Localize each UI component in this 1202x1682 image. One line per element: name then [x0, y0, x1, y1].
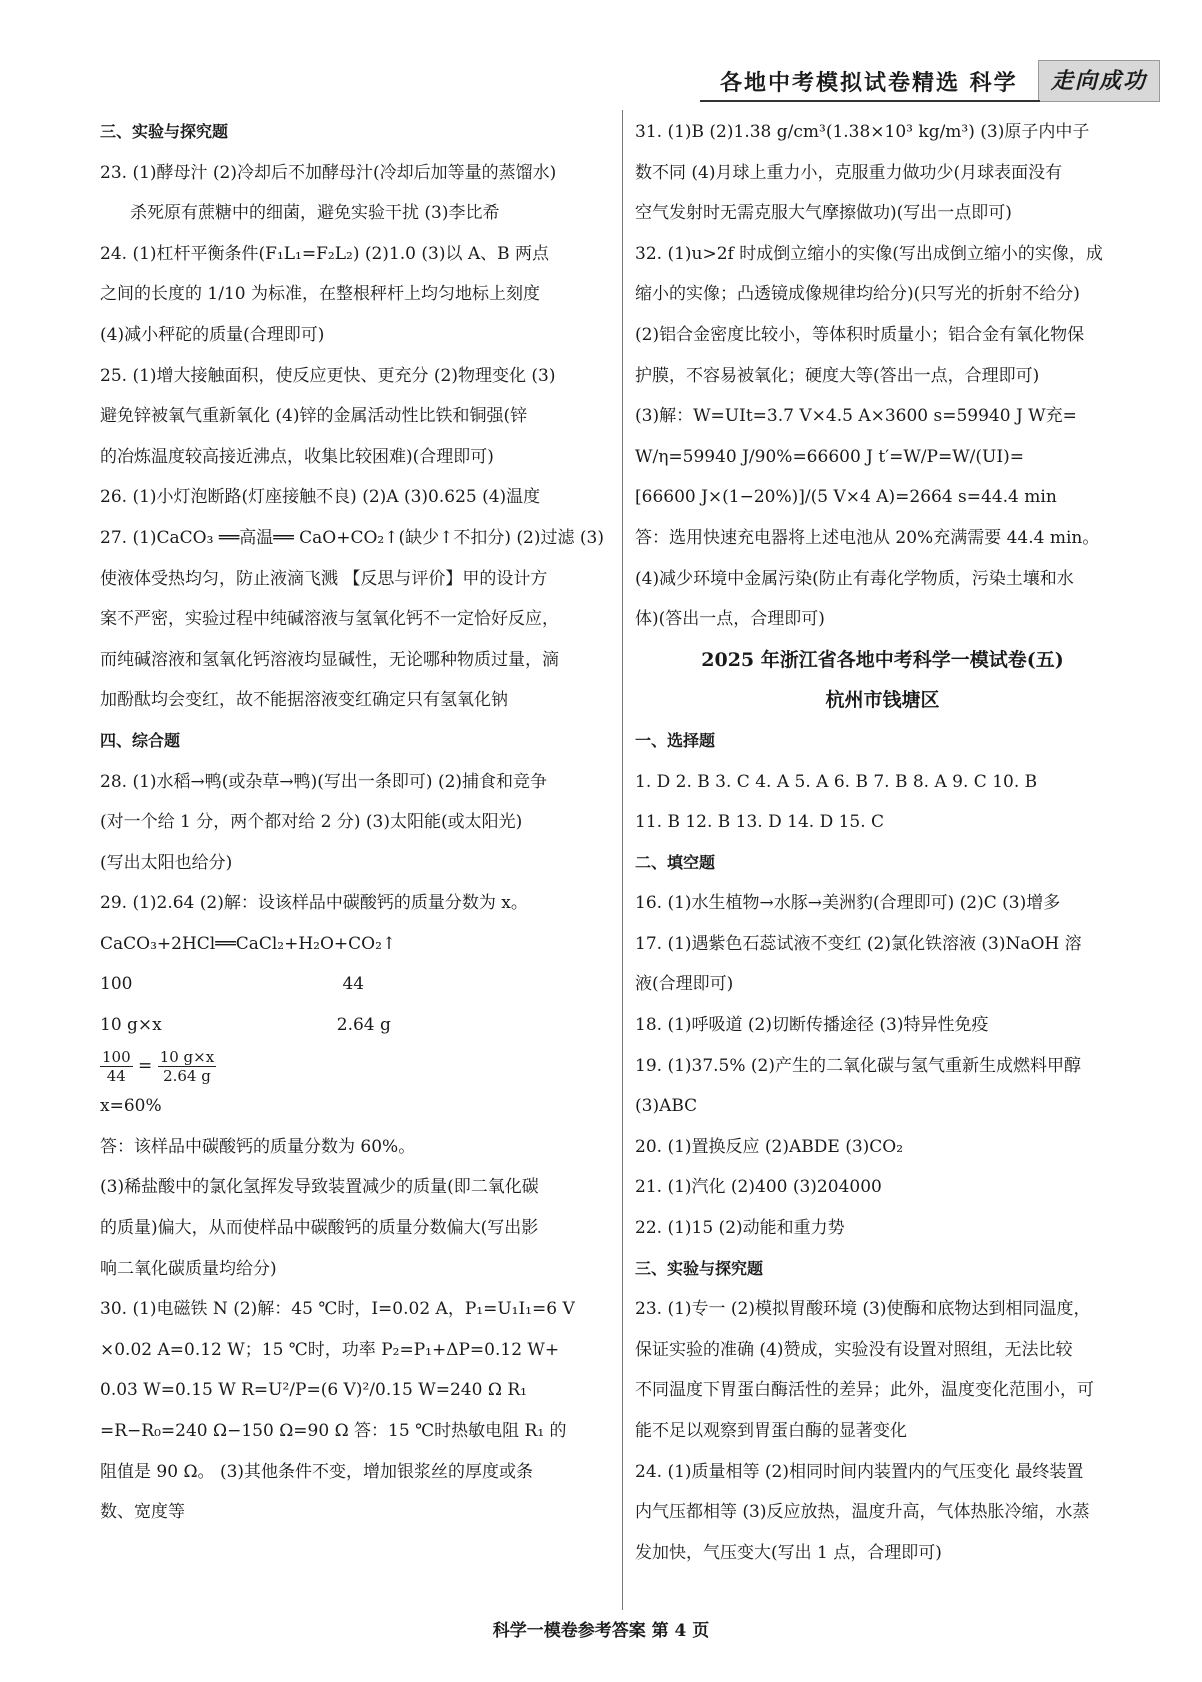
answer-line: 答：选用快速充电器将上述电池从 20%充满需要 44.4 min。 [635, 527, 1100, 548]
fraction: $\frac{10 g\times x}{2.64 g}$ [159, 1047, 215, 1085]
answer-line: 16. (1)水生植物→水豚→美洲豹(合理即可) (2)C (3)增多 [635, 893, 1061, 914]
section-heading: 一、选择题 [635, 730, 716, 750]
answer-line: 28. (1)水稻→鸭(或杂草→鸭)(写出一条即可) (2)捕食和竞争 [100, 771, 548, 792]
column-divider [622, 110, 623, 1610]
answer-line: 内气压都相等 (3)反应放热，温度升高，气体热胀冷缩，水蒸 [635, 1502, 1090, 1523]
fraction: $\frac{100}{44}$ [102, 1047, 131, 1085]
answer-line: 20. (1)置换反应 (2)ABDE (3)CO₂ [635, 1136, 904, 1157]
equation-masses-row [100, 964, 610, 1005]
header-rule [700, 100, 1040, 102]
answer-line: 缩小的实像；凸透镜成像规律均给分)(只写光的折射不给分) [635, 284, 1080, 305]
answer-line: 空气发射时无需克服大气摩擦做功)(写出一点即可) [635, 203, 1012, 224]
answer-line: 32. (1)u>2f 时成倒立缩小的实像(写出成倒立缩小的实像，成 [635, 243, 1103, 264]
answer-line: 29. (1)2.64 (2)解：设该样品中碳酸钙的质量分数为 x。 [100, 893, 528, 914]
answer-line: 的质量)偏大，从而使样品中碳酸钙的质量分数偏大(写出影 [100, 1218, 539, 1239]
answer-line: 27. (1)CaCO₃ ══高温══ CaO+CO₂↑(缺少↑不扣分) (2)过滤 (3) [100, 527, 604, 548]
answer-line: 能不足以观察到胃蛋白酶的显著变化 [635, 1421, 907, 1441]
brand-logo: 走向成功 [1038, 60, 1160, 102]
answer-line: (4)减少环境中金属污染(防止有毒化学物质，污染土壤和水 [635, 568, 1074, 589]
answer-line: x=60% [100, 1096, 162, 1117]
answer-line: 30. (1)电磁铁 N (2)解：45 ℃时，I=0.02 A，P₁=U₁I₁=6 V [100, 1299, 575, 1320]
chemical-equation: CaCO₃+2HCl══CaCl₂+H₂O+CO₂↑ [100, 933, 397, 954]
left-column [100, 112, 610, 1533]
answer-line: [66600 J×(1−20%)]/(5 V×4 A)=2664 s=44.4 min [635, 487, 1057, 508]
answer-line: 体)(答出一点，合理即可) [635, 609, 825, 630]
answer-line: 案不严密，实验过程中纯碱溶液与氢氧化钙不一定恰好反应， [100, 609, 559, 630]
exam-region: 杭州市钱塘区 [825, 689, 940, 712]
mass-value: 44 [342, 974, 365, 995]
exam-title: 2025 年浙江省各地中考科学一模试卷(五) [701, 648, 1064, 671]
answer-line: ×0.02 A=0.12 W；15 ℃时，功率 P₂=P₁+ΔP=0.12 W+ [100, 1339, 560, 1360]
answer-line: 24. (1)质量相等 (2)相同时间内装置内的气压变化 最终装置 [635, 1461, 1084, 1482]
unknown-value: 2.64 g [336, 1015, 391, 1036]
answer-line: 液(合理即可) [635, 974, 734, 995]
equation-unknowns-row [100, 1005, 610, 1046]
answer-line: (写出太阳也给分) [100, 852, 233, 873]
answer-line: 保证实验的准确 (4)赞成，实验没有设置对照组，无法比较 [635, 1339, 1073, 1360]
unknown-value: 10 g×x [100, 1015, 162, 1036]
answer-line: 18. (1)呼吸道 (2)切断传播途径 (3)特异性免疫 [635, 1015, 989, 1036]
answer-line: =R−R₀=240 Ω−150 Ω=90 Ω 答：15 ℃时热敏电阻 R₁ 的 [100, 1421, 567, 1441]
answer-line: 26. (1)小灯泡断路(灯座接触不良) (2)A (3)0.625 (4)温度 [100, 487, 541, 508]
answer-line: 之间的长度的 1/10 为标准，在整根秤杆上均匀地标上刻度 [100, 284, 540, 305]
answer-line: 19. (1)37.5% (2)产生的二氧化碳与氢气重新生成燃料甲醇 [635, 1055, 1082, 1076]
mass-value: 100 [100, 974, 133, 995]
answer-line: 使液体受热均匀，防止液滴飞溅 【反思与评价】甲的设计方 [100, 568, 548, 589]
header-title: 各地中考模拟试卷精选 科学 [720, 70, 1018, 96]
answer-line: (3)ABC [635, 1096, 698, 1117]
answer-line: 25. (1)增大接触面积，使反应更快、更充分 (2)物理变化 (3) [100, 365, 556, 386]
answer-line: 避免锌被氧气重新氧化 (4)锌的金属活动性比铁和铜强(锌 [100, 406, 528, 427]
section-heading: 二、填空题 [635, 852, 716, 872]
answer-line: (2)铝合金密度比较小，等体积时质量小；铝合金有氧化物保 [635, 324, 1085, 345]
answer-line: 0.03 W=0.15 W R=U²/P=(6 V)²/0.15 W=240 Ω R₁ [100, 1380, 527, 1401]
answer-line: (4)减小秤砣的质量(合理即可) [100, 324, 325, 345]
answer-line: 31. (1)B (2)1.38 g/cm³(1.38×10³ kg/m³) (3)原子内中子 [635, 122, 1090, 142]
answer-line: 23. (1)酵母汁 (2)冷却后不加酵母汁(冷却后加等量的蒸馏水) [100, 162, 557, 183]
answer-line: 21. (1)汽化 (2)400 (3)204000 [635, 1177, 882, 1198]
answer-line: 22. (1)15 (2)动能和重力势 [635, 1218, 845, 1239]
answer-line: 答：该样品中碳酸钙的质量分数为 60%。 [100, 1136, 416, 1157]
answer-line: 发加快，气压变大(写出 1 点，合理即可) [635, 1542, 942, 1563]
section-heading: 三、实验与探究题 [635, 1258, 764, 1278]
mc-answers: 1. D 2. B 3. C 4. A 5. A 6. B 7. B 8. A 9. C 10. B [635, 771, 1038, 792]
right-column [635, 112, 1130, 1573]
answer-line: 杀死原有蔗糖中的细菌，避免实验干扰 (3)李比希 [130, 203, 500, 224]
section-heading: 三、实验与探究题 [100, 122, 229, 141]
section-heading: 四、综合题 [100, 730, 181, 750]
answer-line: 护膜，不容易被氧化；硬度大等(答出一点，合理即可) [635, 365, 1040, 386]
mc-answers: 11. B 12. B 13. D 14. D 15. C [635, 812, 885, 833]
answer-line: 24. (1)杠杆平衡条件(F₁L₁=F₂L₂) (2)1.0 (3)以 A、B 两点 [100, 243, 550, 264]
answer-line: 的冶炼温度较高接近沸点，收集比较困难)(合理即可) [100, 446, 494, 467]
answer-line: 17. (1)遇紫色石蕊试液不变红 (2)氯化铁溶液 (3)NaOH 溶 [635, 933, 1082, 954]
proportion-equation: $\frac{100}{44}$ = $\frac{10 g\times x}{2.64 g}$ [102, 1047, 215, 1085]
answer-line: (3)解：W=UIt=3.7 V×4.5 A×3600 s=59940 J W充= [635, 406, 1077, 427]
answer-line: 数、宽度等 [100, 1502, 185, 1523]
page-footer: 科学一模卷参考答案 第 4 页 [492, 1621, 710, 1641]
answer-line: (对一个给 1 分，两个都对给 2 分) (3)太阳能(或太阳光) [100, 812, 523, 833]
answer-line: 响二氧化碳质量均给分) [100, 1258, 277, 1279]
answer-line: 23. (1)专一 (2)模拟胃酸环境 (3)使酶和底物达到相同温度， [635, 1299, 1091, 1320]
answer-line: 不同温度下胃蛋白酶活性的差异；此外，温度变化范围小，可 [635, 1380, 1094, 1401]
answer-line: 数不同 (4)月球上重力小，克服重力做功少(月球表面没有 [635, 162, 1063, 183]
page-header [700, 60, 1160, 104]
answer-line: (3)稀盐酸中的氯化氢挥发导致装置减少的质量(即二氧化碳 [100, 1177, 539, 1198]
answer-line: 而纯碱溶液和氢氧化钙溶液均显碱性，无论哪种物质过量，滴 [100, 649, 559, 670]
answer-line: 阻值是 90 Ω。 (3)其他条件不变，增加银浆丝的厚度或条 [100, 1461, 534, 1482]
answer-line: 加酚酞均会变红，故不能据溶液变红确定只有氢氧化钠 [100, 690, 508, 711]
answer-line: W/η=59940 J/90%=66600 J t′=W/P=W/(UI)= [635, 446, 1024, 467]
